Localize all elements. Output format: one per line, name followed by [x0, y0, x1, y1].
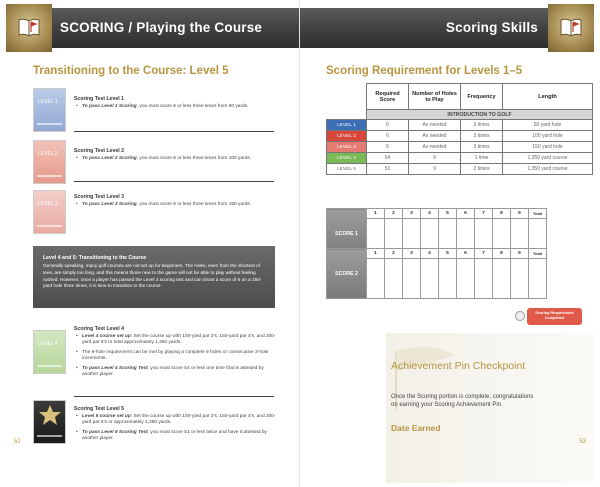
requirement-table	[326, 83, 593, 175]
hole-number: 9	[511, 249, 529, 259]
book-badge-icon	[548, 4, 594, 52]
hole-number: 2	[385, 209, 403, 219]
test-title: Scoring Test Level 2	[74, 148, 125, 154]
thumb-bar	[37, 365, 62, 367]
table-row	[327, 164, 593, 175]
date-earned-label: Date Earned	[391, 423, 441, 433]
hole-number: 7	[475, 209, 493, 219]
score-entry[interactable]	[439, 259, 457, 299]
page-number: 52	[14, 439, 21, 445]
divider	[74, 131, 274, 132]
score-cell: 6	[367, 142, 409, 153]
hole-number: 5	[439, 209, 457, 219]
score-label: SCORE 1	[327, 209, 367, 259]
completion-checkbox[interactable]	[515, 311, 525, 321]
length-cell: 50 yard hole	[503, 120, 593, 131]
hole-number: 7	[475, 249, 493, 259]
divider	[74, 396, 274, 397]
open-book-flag-icon	[17, 16, 41, 38]
test-bullet: • The 9-hole requirement can be met by playing a complete 9 holes or consecutive 3-hole increments.	[74, 350, 279, 363]
pin-text: Once the Scoring portion is complete, congratulations on earning your Scoring Achievement Pin.	[391, 394, 534, 408]
col-header: Frequency	[461, 84, 503, 110]
section-title: Transitioning to the Course: Level 5	[33, 65, 229, 77]
hole-number: 6	[457, 249, 475, 259]
freq-cell: 3 times	[461, 131, 503, 142]
length-cell: 100 yard hole	[503, 131, 593, 142]
holes-cell: 9	[409, 164, 461, 175]
score-entry[interactable]	[511, 259, 529, 299]
hole-number: 2	[385, 249, 403, 259]
gold-star-icon	[38, 404, 62, 426]
table-row	[327, 153, 593, 164]
score-cell: 51	[367, 164, 409, 175]
thumb-label: LEVEL 3	[38, 201, 58, 207]
total-header: Total	[529, 209, 547, 219]
score-entry[interactable]	[493, 259, 511, 299]
score-label: SCORE 2	[327, 249, 367, 299]
level-cell: LEVEL 1	[327, 120, 367, 131]
scoring-test-5	[74, 406, 279, 446]
score-entry[interactable]	[475, 259, 493, 299]
thumb-bar	[37, 225, 62, 227]
test-title: Scoring Test Level 5	[74, 406, 125, 412]
hole-number: 1	[367, 249, 385, 259]
score-cell: 54	[367, 153, 409, 164]
level-5-thumbnail	[33, 400, 66, 444]
test-title: Scoring Test Level 3	[74, 194, 125, 200]
score-card-2	[326, 248, 547, 299]
freq-cell: 3 times	[461, 120, 503, 131]
score-entry[interactable]	[385, 259, 403, 299]
test-bullet: • To pass Level 4 Scoring Test, you must score 54 or less one time that is attested by another player.	[74, 366, 279, 379]
right-header	[300, 8, 594, 48]
score-entry[interactable]	[457, 259, 475, 299]
hole-number: 5	[439, 249, 457, 259]
table-row	[327, 131, 593, 142]
thumb-bar	[37, 435, 62, 437]
hole-number: 8	[493, 209, 511, 219]
hole-number: 8	[493, 249, 511, 259]
callout-title: Level 4 and 5: Transitioning to the Course	[43, 255, 147, 261]
test-bullet: • Level 5 course set up: Set the course up with 100-yard par 3's, 150-yard par 4's, and 200-yard par 5's or approximately 1,350 yards.	[74, 414, 279, 427]
score-entry[interactable]	[367, 259, 385, 299]
open-book-flag-icon	[559, 16, 583, 38]
hole-number: 3	[403, 209, 421, 219]
thumb-label: LEVEL 1	[38, 99, 58, 105]
callout-body: Generally speaking, many golf courses are not set up for beginners. The holes, even from the shortest of tees, are simply too long, and this means those new to the game will not be able to play without feeling rushed. However, once a player has passed the Level 3 scoring test and can shoot a score of 6 on a 150-yard hole three times, it is time to transition to the course.	[43, 263, 262, 289]
section-title: Scoring Requirement for Levels 1–5	[326, 65, 523, 77]
score-entry[interactable]	[421, 259, 439, 299]
blank-cell	[327, 110, 367, 120]
col-header: Number of Holes to Play	[409, 84, 461, 110]
test-bullet: • To pass Level 3 Scoring, you must score 6 or less three times from 150 yards.	[74, 202, 279, 208]
intro-row: INTRODUCTION TO GOLF	[367, 110, 593, 120]
scoring-test-1	[74, 96, 279, 113]
level-3-thumbnail	[33, 190, 66, 234]
hole-number: 1	[367, 209, 385, 219]
hole-number: 3	[403, 249, 421, 259]
left-header	[6, 8, 300, 48]
transition-callout	[33, 246, 275, 308]
test-bullet: • To pass Level 2 Scoring, you must score 6 or less three times from 100 yards.	[74, 156, 279, 162]
test-bullet: • To pass Level 1 Scoring, you must score 6 or less three times from 50 yards.	[74, 104, 279, 110]
length-cell: 1,350 yard course	[503, 153, 593, 164]
col-header: Required Score	[367, 84, 409, 110]
hole-number: 9	[511, 209, 529, 219]
holes-cell: 9	[409, 153, 461, 164]
thumb-label: LEVEL 2	[38, 151, 58, 157]
level-cell: LEVEL 4	[327, 153, 367, 164]
score-cell: 6	[367, 120, 409, 131]
thumb-bar	[37, 123, 62, 125]
book-badge-icon	[6, 4, 52, 52]
completion-tag: Scoring Requirement Completed	[527, 308, 582, 325]
scoring-test-4	[74, 326, 279, 381]
page-number: 53	[579, 439, 586, 445]
thumb-bar	[37, 175, 62, 177]
level-cell: LEVEL 5	[327, 164, 367, 175]
freq-cell: 1 time	[461, 153, 503, 164]
level-cell: LEVEL 2	[327, 131, 367, 142]
test-title: Scoring Test Level 4	[74, 326, 125, 332]
holes-cell: As needed	[409, 142, 461, 153]
holes-cell: As needed	[409, 131, 461, 142]
right-page	[300, 0, 600, 487]
scoring-test-2	[74, 148, 279, 165]
hole-number: 6	[457, 209, 475, 219]
blank-header	[327, 84, 367, 110]
scoring-test-3	[74, 194, 279, 211]
thumb-label: LEVEL 4	[38, 341, 58, 347]
level-4-thumbnail	[33, 330, 66, 374]
test-bullet: • Level 4 course set up: Set the course up with 100-yard par 3's, 150-yard par 4's, and 200-yard par 5's to total approximately 1,350 yards.	[74, 334, 279, 347]
level-2-thumbnail	[33, 140, 66, 184]
score-entry[interactable]	[403, 259, 421, 299]
freq-cell: 3 times	[461, 142, 503, 153]
hole-number: 4	[421, 249, 439, 259]
test-title: Scoring Test Level 1	[74, 96, 125, 102]
achievement-pin-panel	[386, 333, 594, 483]
table-row	[327, 120, 593, 131]
hole-number: 4	[421, 209, 439, 219]
divider	[74, 181, 274, 182]
table-row	[327, 142, 593, 153]
pin-title: Achievement Pin Checkpoint	[391, 360, 526, 372]
total-header: Total	[529, 249, 547, 259]
length-cell: 1,350 yard course	[503, 164, 593, 175]
page-title: Scoring Skills	[445, 20, 538, 35]
col-header: Length	[503, 84, 593, 110]
score-cell: 6	[367, 131, 409, 142]
page-title: SCORING / Playing the Course	[60, 20, 263, 35]
level-1-thumbnail	[33, 88, 66, 132]
length-cell: 150 yard hole	[503, 142, 593, 153]
holes-cell: As needed	[409, 120, 461, 131]
level-cell: LEVEL 3	[327, 142, 367, 153]
test-bullet: • To pass Level 5 Scoring Test, you must score 51 or less twice and have it attested by another player.	[74, 430, 279, 443]
freq-cell: 2 times	[461, 164, 503, 175]
total-entry[interactable]	[529, 259, 547, 299]
